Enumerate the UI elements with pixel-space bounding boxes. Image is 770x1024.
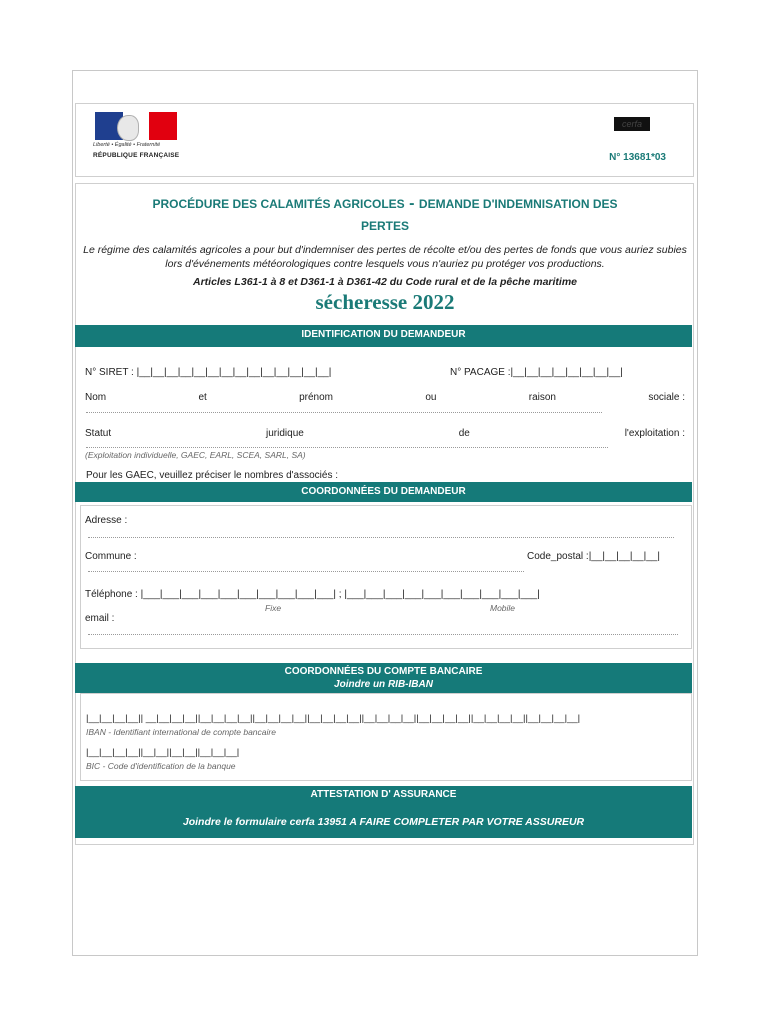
title-part1: PROCÉDURE DES CALAMITÉS AGRICOLES xyxy=(152,197,405,211)
commune-label: Commune : xyxy=(85,551,137,562)
coordinates-heading: COORDONNÉES DU DEMANDEUR xyxy=(75,482,692,502)
nom-word-3: prénom xyxy=(299,392,333,403)
statut-input-line[interactable] xyxy=(86,447,608,448)
logo-motto: Liberté • Égalité • Fraternité xyxy=(93,142,161,148)
statut-word-2: juridique xyxy=(266,428,304,439)
bic-field[interactable]: |__|__|__|__||__|__||__|__||__|__|__| xyxy=(86,747,240,758)
identification-heading: IDENTIFICATION DU DEMANDEUR xyxy=(75,325,692,347)
gaec-field[interactable]: Pour les GAEC, veuillez préciser le nombres d'associés : xyxy=(86,470,339,481)
marianne-logo xyxy=(87,106,185,166)
phone-fixe-label: Fixe xyxy=(265,603,282,613)
statut-field-label xyxy=(85,428,685,439)
bank-heading-subtitle: Joindre un RIB-IBAN xyxy=(334,679,433,690)
title-line2: PERTES xyxy=(360,219,409,233)
logo-republic: RÉPUBLIQUE FRANÇAISE xyxy=(93,152,180,159)
iban-field[interactable]: |__|__|__|__|| __|__|__|__||__|__|__|__||__|__|__|__||__|__|__|__||__|__|__|__||__|__|__|__||__|__|__|__||__|__|__|__| xyxy=(86,713,581,724)
event-title: sécheresse 2022 xyxy=(315,290,455,314)
form-title xyxy=(90,193,680,237)
insurance-section xyxy=(75,786,692,838)
bank-heading-title: COORDONNÉES DU COMPTE BANCAIRE xyxy=(284,666,483,677)
intro-text: Le régime des calamités agricoles a pour but d'indemniser des pertes de récolte et/ou des pertes de fonds que vous auriez subies lors d'événements météorologiques contre lesquels vous n'auriez pu protéger vos productions. xyxy=(83,244,687,270)
gaec-clip xyxy=(80,466,680,482)
title-part2: DEMANDE D'INDEMNISATION DES xyxy=(418,197,618,211)
name-input-line[interactable] xyxy=(86,412,602,413)
statut-word-4: l'exploitation : xyxy=(624,428,685,439)
email-label: email : xyxy=(85,613,115,624)
statut-hint: (Exploitation individuelle, GAEC, EARL, SCEA, SARL, SA) xyxy=(85,450,306,460)
nom-word-6: sociale : xyxy=(648,392,685,403)
flag-icon xyxy=(95,112,177,140)
siret-field[interactable]: N° SIRET : |__|__|__|__|__|__|__|__|__|__|__|__|__|__| xyxy=(85,367,332,378)
nom-word-4: ou xyxy=(425,392,437,403)
insurance-instruction: Joindre le formulaire cerfa 13951 A FAIRE COMPLETER PAR VOTRE ASSUREUR xyxy=(182,816,585,828)
address-label: Adresse : xyxy=(85,515,128,526)
title-separator: - xyxy=(404,195,419,212)
name-field-label xyxy=(85,392,685,403)
form-number: N° 13681*03 xyxy=(609,152,666,163)
phone-mobile-label: Mobile xyxy=(490,603,516,613)
iban-label: IBAN - Identifiant international de compte bancaire xyxy=(86,727,276,737)
legal-articles: Articles L361-1 à 8 et D361-1 à D361-42 du Code rural et de la pêche maritime xyxy=(193,276,577,288)
phone-field[interactable]: Téléphone : |___|___|___|___|___|___|___|___|___|___| ; |___|___|___|___|___|___|___|___|___|___| xyxy=(85,589,540,600)
email-input-line[interactable] xyxy=(88,634,678,635)
nom-word-5: raison xyxy=(528,392,556,403)
statut-word-1: Statut xyxy=(85,428,112,439)
cerfa-logo: cerfa xyxy=(614,117,650,131)
coordinates-box xyxy=(80,505,692,649)
nom-word-1: Nom xyxy=(85,392,107,403)
statut-word-3: de xyxy=(458,428,470,439)
insurance-heading: ATTESTATION D' ASSURANCE xyxy=(310,789,457,800)
pacage-field[interactable]: N° PACAGE :|__|__|__|__|__|__|__|__| xyxy=(450,367,623,378)
nom-word-2: et xyxy=(198,392,207,403)
bic-label: BIC - Code d'identification de la banque xyxy=(86,761,236,771)
postal-code-field[interactable]: Code_postal :|__|__|__|__|__| xyxy=(527,551,660,562)
address-input-line[interactable] xyxy=(88,537,674,538)
commune-input-line[interactable] xyxy=(88,571,524,572)
bank-heading xyxy=(75,663,692,693)
